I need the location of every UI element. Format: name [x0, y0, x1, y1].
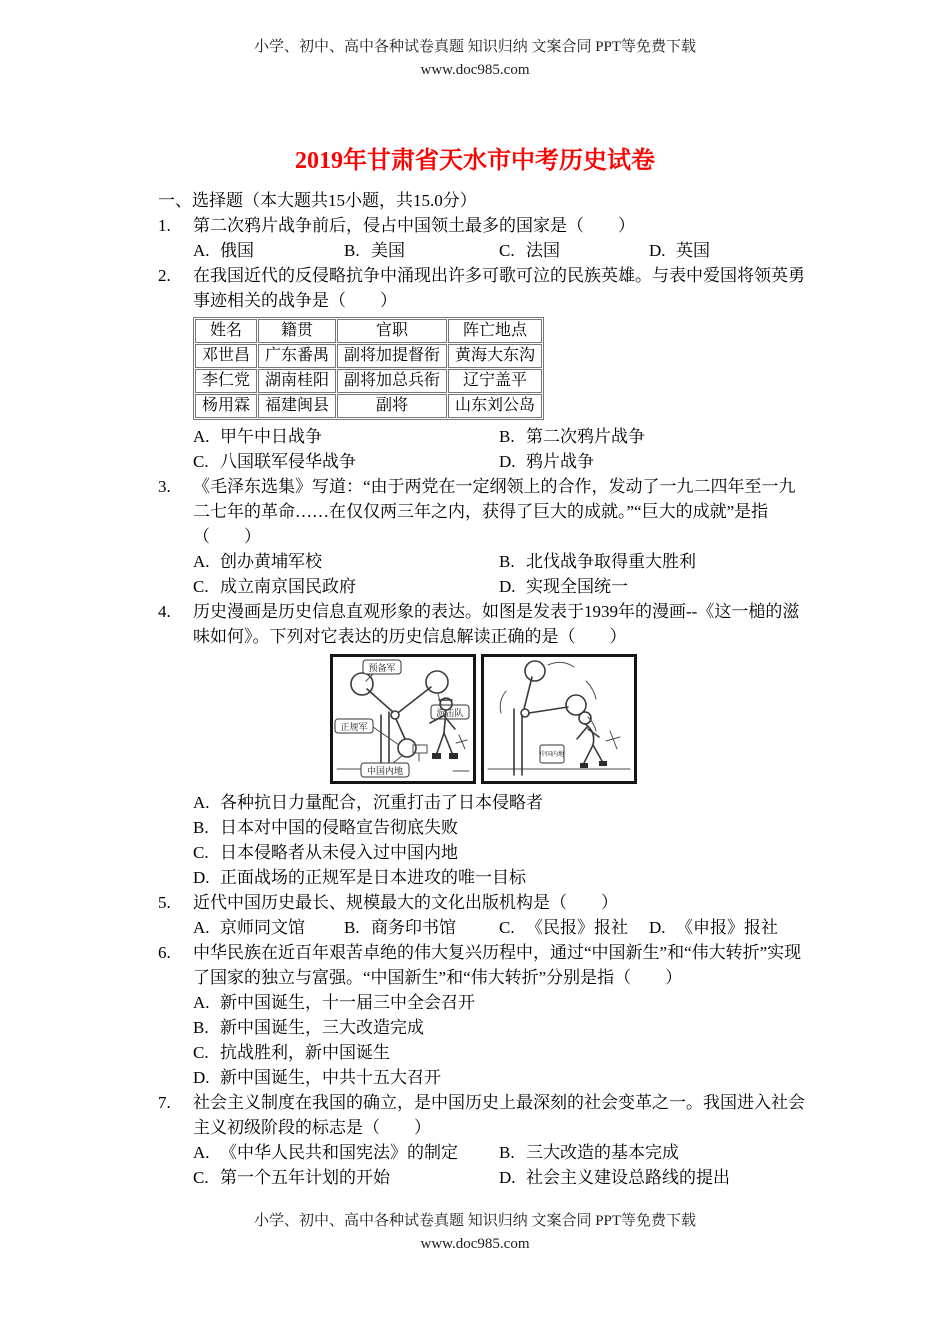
table-cell: 广东番禺	[258, 344, 336, 368]
option-b	[193, 1015, 806, 1040]
option-label: B.	[499, 1143, 515, 1162]
martyrs-table	[193, 317, 544, 420]
option-d	[499, 1165, 806, 1190]
question-4	[158, 599, 806, 649]
option-text: 抗战胜利，新中国诞生	[220, 1043, 390, 1062]
footer-promo-text: 小学、初中、高中各种试卷真题 知识归纳 文案合同 PPT等免费下载	[253, 1213, 697, 1229]
option-label: B.	[499, 427, 515, 446]
option-label: C.	[193, 452, 209, 471]
table-cell: 湖南桂阳	[258, 369, 336, 393]
question-1-options	[158, 238, 806, 263]
option-d	[499, 574, 806, 599]
option-d	[649, 915, 806, 940]
doc-header	[0, 36, 950, 82]
question-6	[158, 940, 806, 990]
table-cell: 山东刘公岛	[448, 394, 542, 418]
option-text: 新中国诞生，三大改造完成	[220, 1018, 424, 1037]
question-6-options	[158, 990, 806, 1090]
question-number: 5.	[158, 893, 171, 912]
question-4-options	[158, 790, 806, 890]
question-text: 历史漫画是历史信息直观形象的表达。如图是发表于1939年的漫画--《这一槌的滋味如何》。下列对它表达的历史信息解读正确的是（ ）	[193, 602, 800, 646]
option-label: D.	[193, 1068, 210, 1087]
table-cell: 副将加总兵衔	[337, 369, 447, 393]
option-label: D.	[499, 577, 516, 596]
question-text: 第二次鸦片战争前后，侵占中国领土最多的国家是（ ）	[193, 216, 635, 235]
option-c	[499, 915, 649, 940]
option-c	[193, 1165, 499, 1190]
option-label: C.	[193, 577, 209, 596]
option-text: 日本侵略者从未侵入过中国内地	[220, 843, 458, 862]
option-text: 《中华人民共和国宪法》的制定	[220, 1143, 458, 1162]
table-cell: 福建闽县	[258, 394, 336, 418]
option-text: 创办黄埔军校	[220, 552, 322, 571]
table-header-row	[195, 319, 542, 343]
option-label: C.	[193, 1168, 209, 1187]
option-b	[499, 549, 806, 574]
option-text: 北伐战争取得重大胜利	[526, 552, 696, 571]
table-header-cell: 姓名	[195, 319, 257, 343]
table-header-cell: 阵亡地点	[448, 319, 542, 343]
table-cell: 副将加提督衔	[337, 344, 447, 368]
comic-label-china-interior: 中国内地	[366, 766, 404, 776]
option-text: 英国	[676, 241, 710, 260]
question-number: 6.	[158, 943, 171, 962]
question-number: 2.	[158, 266, 171, 285]
comic-figure	[330, 654, 806, 784]
table-cell: 辽宁盖平	[448, 369, 542, 393]
question-7	[158, 1090, 806, 1140]
option-text: 新中国诞生，十一届三中全会召开	[220, 993, 475, 1012]
option-label: B.	[193, 818, 209, 837]
question-7-options	[158, 1140, 806, 1190]
option-a	[193, 1140, 499, 1165]
option-d	[649, 238, 806, 263]
option-text: 《民报》报社	[526, 918, 628, 937]
footer-site-url: www.doc985.com	[420, 1236, 530, 1252]
option-label: A.	[193, 1143, 210, 1162]
table-row	[195, 394, 542, 418]
option-label: D.	[649, 918, 666, 937]
question-number: 4.	[158, 602, 171, 621]
option-b	[499, 1140, 806, 1165]
option-text: 第二次鸦片战争	[526, 427, 645, 446]
comic-sign-china-interior: 中国内地	[539, 752, 565, 758]
table-cell: 邓世昌	[195, 344, 257, 368]
option-label: D.	[499, 1168, 516, 1187]
option-label: A.	[193, 793, 210, 812]
option-c	[193, 1040, 806, 1065]
table-cell: 副将	[337, 394, 447, 418]
option-text: 商务印书馆	[371, 918, 456, 937]
table-header-cell: 官职	[337, 319, 447, 343]
option-label: A.	[193, 427, 210, 446]
comic-label-regular-army: 正规军	[340, 722, 368, 732]
option-c	[193, 449, 499, 474]
option-text: 法国	[526, 241, 560, 260]
option-label: C.	[499, 918, 515, 937]
comic-right-drawing	[484, 657, 634, 781]
option-label: C.	[193, 843, 209, 862]
option-text: 《申报》报社	[676, 918, 778, 937]
option-b	[499, 424, 806, 449]
option-label: B.	[499, 552, 515, 571]
question-number: 1.	[158, 216, 171, 235]
option-a	[193, 990, 806, 1015]
doc-footer	[0, 1210, 950, 1256]
option-d	[499, 449, 806, 474]
question-text: 在我国近代的反侵略抗争中涌现出许多可歌可泣的民族英雄。与表中爱国将领英勇事迹相关的战争是（ ）	[193, 266, 805, 310]
table-header-cell: 籍贯	[258, 319, 336, 343]
option-text: 俄国	[220, 241, 254, 260]
option-label: A.	[193, 993, 210, 1012]
comic-label-reserve-army: 预备军	[368, 663, 396, 673]
option-text: 实现全国统一	[526, 577, 628, 596]
question-number: 7.	[158, 1093, 171, 1112]
question-3	[158, 474, 806, 549]
option-text: 日本对中国的侵略宣告彻底失败	[220, 818, 458, 837]
option-text: 美国	[371, 241, 405, 260]
option-text: 八国联军侵华战争	[220, 452, 356, 471]
option-label: D.	[499, 452, 516, 471]
header-promo-text: 小学、初中、高中各种试卷真题 知识归纳 文案合同 PPT等免费下载	[253, 39, 697, 55]
question-1	[158, 213, 806, 238]
question-text: 社会主义制度在我国的确立，是中国历史上最深刻的社会变革之一。我国进入社会主义初级阶段的标志是（ ）	[193, 1093, 805, 1137]
option-a	[193, 790, 806, 815]
table-cell: 杨用霖	[195, 394, 257, 418]
option-b	[193, 815, 806, 840]
table-cell: 李仁党	[195, 369, 257, 393]
option-text: 正面战场的正规军是日本进攻的唯一目标	[220, 868, 526, 887]
option-a	[193, 424, 499, 449]
question-number: 3.	[158, 477, 171, 496]
option-a	[193, 549, 499, 574]
option-c	[193, 840, 806, 865]
option-a	[193, 915, 344, 940]
question-text: 《毛泽东选集》写道：“由于两党在一定纲领上的合作，发动了一九二四年至一九二七年的革命……在仅仅两三年之内，获得了巨大的成就。”“巨大的成就”是指（ ）	[193, 477, 796, 546]
option-d	[193, 1065, 806, 1090]
option-label: B.	[193, 1018, 209, 1037]
option-text: 京师同文馆	[220, 918, 305, 937]
question-2	[158, 263, 806, 313]
option-label: B.	[344, 241, 360, 260]
option-label: D.	[649, 241, 666, 260]
page-title: 2019年甘肃省天水市中考历史试卷	[295, 148, 655, 174]
question-text: 中华民族在近百年艰苦卓绝的伟大复兴历程中，通过“中国新生”和“伟大转折”实现了国家的独立与富强。“中国新生”和“伟大转折”分别是指（ ）	[193, 943, 802, 987]
option-label: D.	[193, 868, 210, 887]
comic-panel-left	[330, 654, 476, 784]
option-text: 鸦片战争	[526, 452, 594, 471]
option-text: 成立南京国民政府	[220, 577, 356, 596]
comic-left-drawing	[333, 657, 473, 781]
option-text: 甲午中日战争	[220, 427, 322, 446]
table-row	[195, 344, 542, 368]
option-b	[344, 915, 499, 940]
question-5-options	[158, 915, 806, 940]
option-label: A.	[193, 241, 210, 260]
option-label: A.	[193, 918, 210, 937]
comic-panel-right	[481, 654, 637, 784]
option-label: C.	[499, 241, 515, 260]
option-c	[499, 238, 649, 263]
option-c	[193, 574, 499, 599]
option-text: 第一个五年计划的开始	[220, 1168, 390, 1187]
option-label: C.	[193, 1043, 209, 1062]
exam-content	[158, 188, 806, 1190]
table-row	[195, 369, 542, 393]
comic-label-guerrilla: 游击队	[436, 708, 464, 718]
option-text: 各种抗日力量配合，沉重打击了日本侵略者	[220, 793, 543, 812]
option-text: 新中国诞生，中共十五大召开	[220, 1068, 441, 1087]
question-text: 近代中国历史最长、规模最大的文化出版机构是（ ）	[193, 893, 618, 912]
option-a	[193, 238, 344, 263]
table-cell: 黄海大东沟	[448, 344, 542, 368]
option-text: 三大改造的基本完成	[526, 1143, 679, 1162]
option-label: B.	[344, 918, 360, 937]
option-b	[344, 238, 499, 263]
header-site-url: www.doc985.com	[420, 62, 530, 78]
section-heading: 一、选择题（本大题共15小题，共15.0分）	[158, 191, 477, 210]
option-d	[193, 865, 806, 890]
question-5	[158, 890, 806, 915]
question-3-options	[158, 549, 806, 599]
option-label: A.	[193, 552, 210, 571]
option-text: 社会主义建设总路线的提出	[526, 1168, 730, 1187]
question-2-options	[158, 424, 806, 474]
